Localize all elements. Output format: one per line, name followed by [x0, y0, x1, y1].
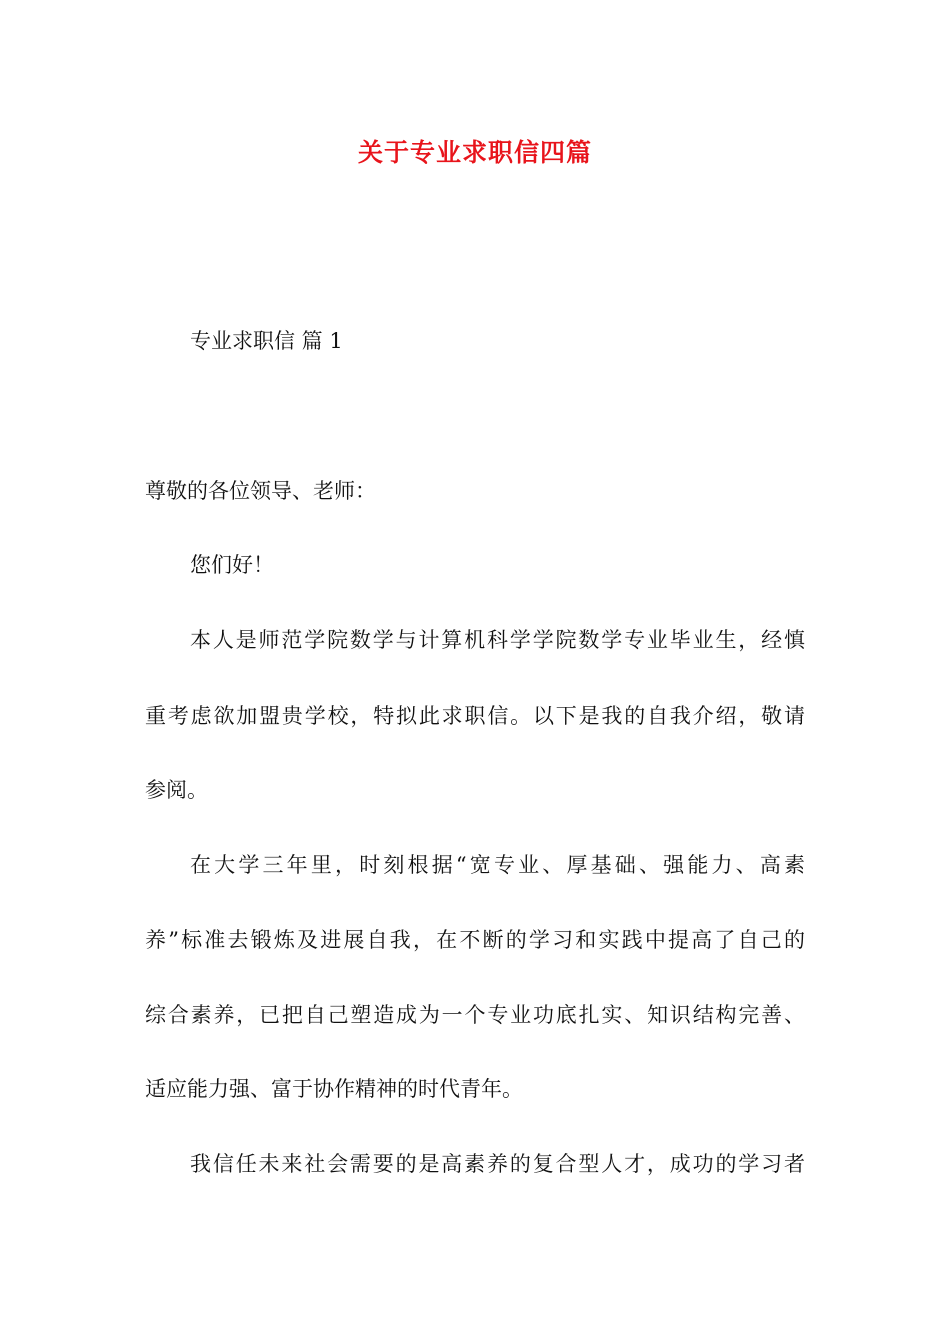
- document-title: 关于专业求职信四篇: [357, 138, 592, 167]
- paragraph-line: 在大学三年里，时刻根据“宽专业、厚基础、强能力、高素: [190, 853, 805, 877]
- paragraph-line: 重考虑欲加盟贵学校，特拟此求职信。以下是我的自我介绍，敬请: [145, 704, 805, 728]
- paragraph-line: 参阅。: [145, 778, 208, 802]
- paragraph-line: 我信任未来社会需要的是高素养的复合型人才，成功的学习者: [190, 1152, 805, 1176]
- paragraph-line: 本人是师范学院数学与计算机科学学院数学专业毕业生，经慎: [190, 628, 805, 652]
- salutation: 尊敬的各位领导、老师：: [145, 479, 376, 503]
- paragraph-line: 养”标准去锻炼及进展自我，在不断的学习和实践中提高了自己的: [145, 928, 805, 952]
- paragraph-line: 综合素养，已把自己塑造成为一个专业功底扎实、知识结构完善、: [145, 1003, 805, 1027]
- paragraph-line: 适应能力强、富于协作精神的时代青年。: [145, 1077, 523, 1101]
- greeting: 您们好！: [190, 553, 274, 577]
- section-heading: 专业求职信 篇 1: [190, 329, 343, 353]
